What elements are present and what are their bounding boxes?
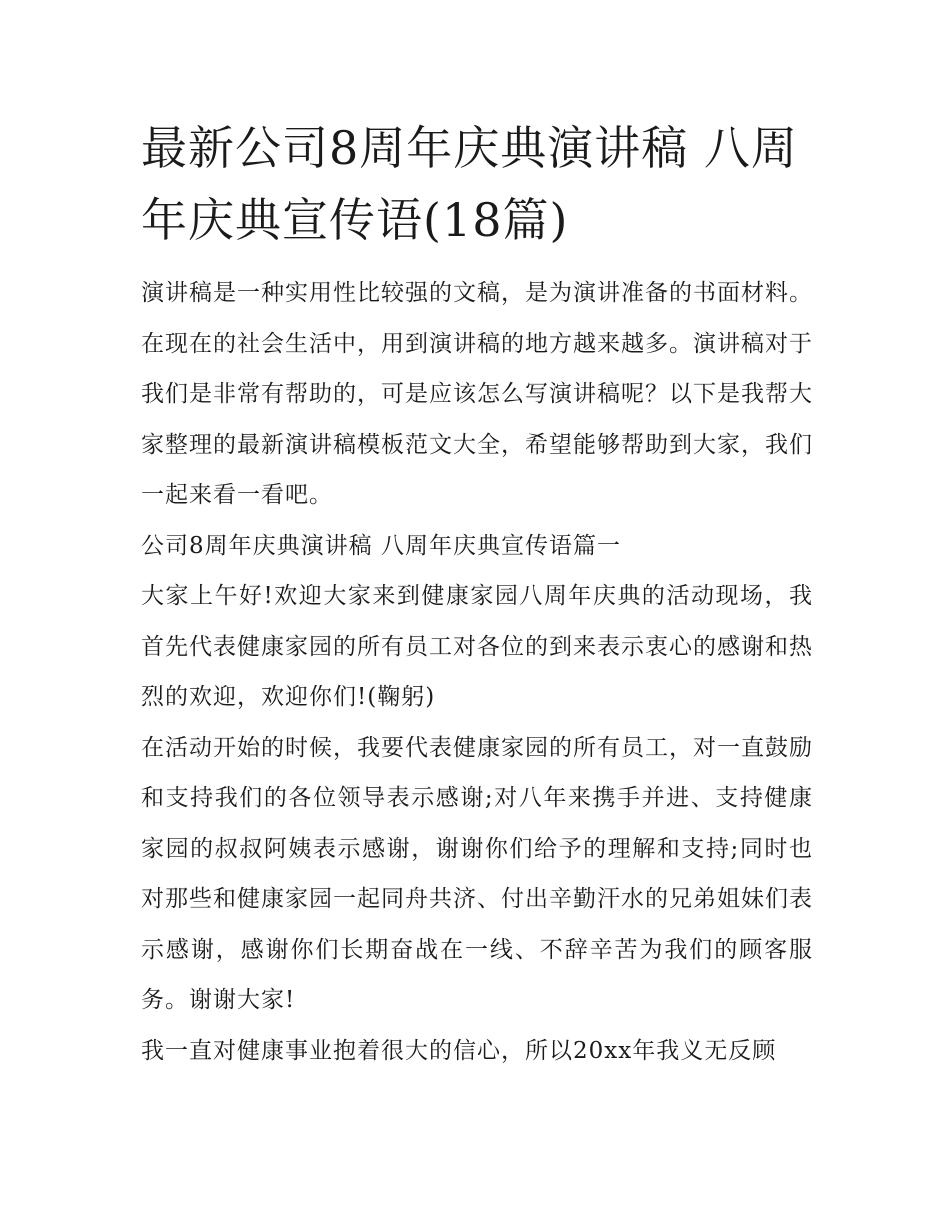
thanks-paragraph: 在活动开始的时候，我要代表健康家园的所有员工，对一直鼓励和支持我们的各位领导表示感谢;对八年来携手并进、支持健康家园的叔叔阿姨表示感谢，谢谢你们给予的理解和支持;同时也对那些和健康家园一起同舟共济、付出辛勤汗水的兄弟姐妹们表示感谢，感谢你们长期奋战在一线、不辞辛苦为我们的顾客服务。谢谢大家! xyxy=(141,734,813,1013)
confidence-paragraph: 我一直对健康事业抱着很大的信心，所以20xx年我义无反顾 xyxy=(141,1037,777,1064)
greeting-paragraph: 大家上午好!欢迎大家来到健康家园八周年庆典的活动现场，我首先代表健康家园的所有员工对各位的到来表示衷心的感谢和热烈的欢迎，欢迎你们!(鞠躬) xyxy=(141,583,813,710)
section-heading: 公司8周年庆典演讲稿 八周年庆典宣传语篇一 xyxy=(141,532,621,559)
intro-paragraph: 演讲稿是一种实用性比较强的文稿，是为演讲准备的书面材料。在现在的社会生活中，用到演讲稿的地方越来越多。演讲稿对于我们是非常有帮助的，可是应该怎么写演讲稿呢？以下是我帮大家整理的最新演讲稿模板范文大全，希望能够帮助到大家，我们一起来看一看吧。 xyxy=(141,280,813,508)
document-body xyxy=(141,268,813,1076)
document-title: 最新公司8周年庆典演讲稿 八周年庆典宣传语(18篇) xyxy=(141,121,798,247)
document-content xyxy=(141,112,813,1076)
